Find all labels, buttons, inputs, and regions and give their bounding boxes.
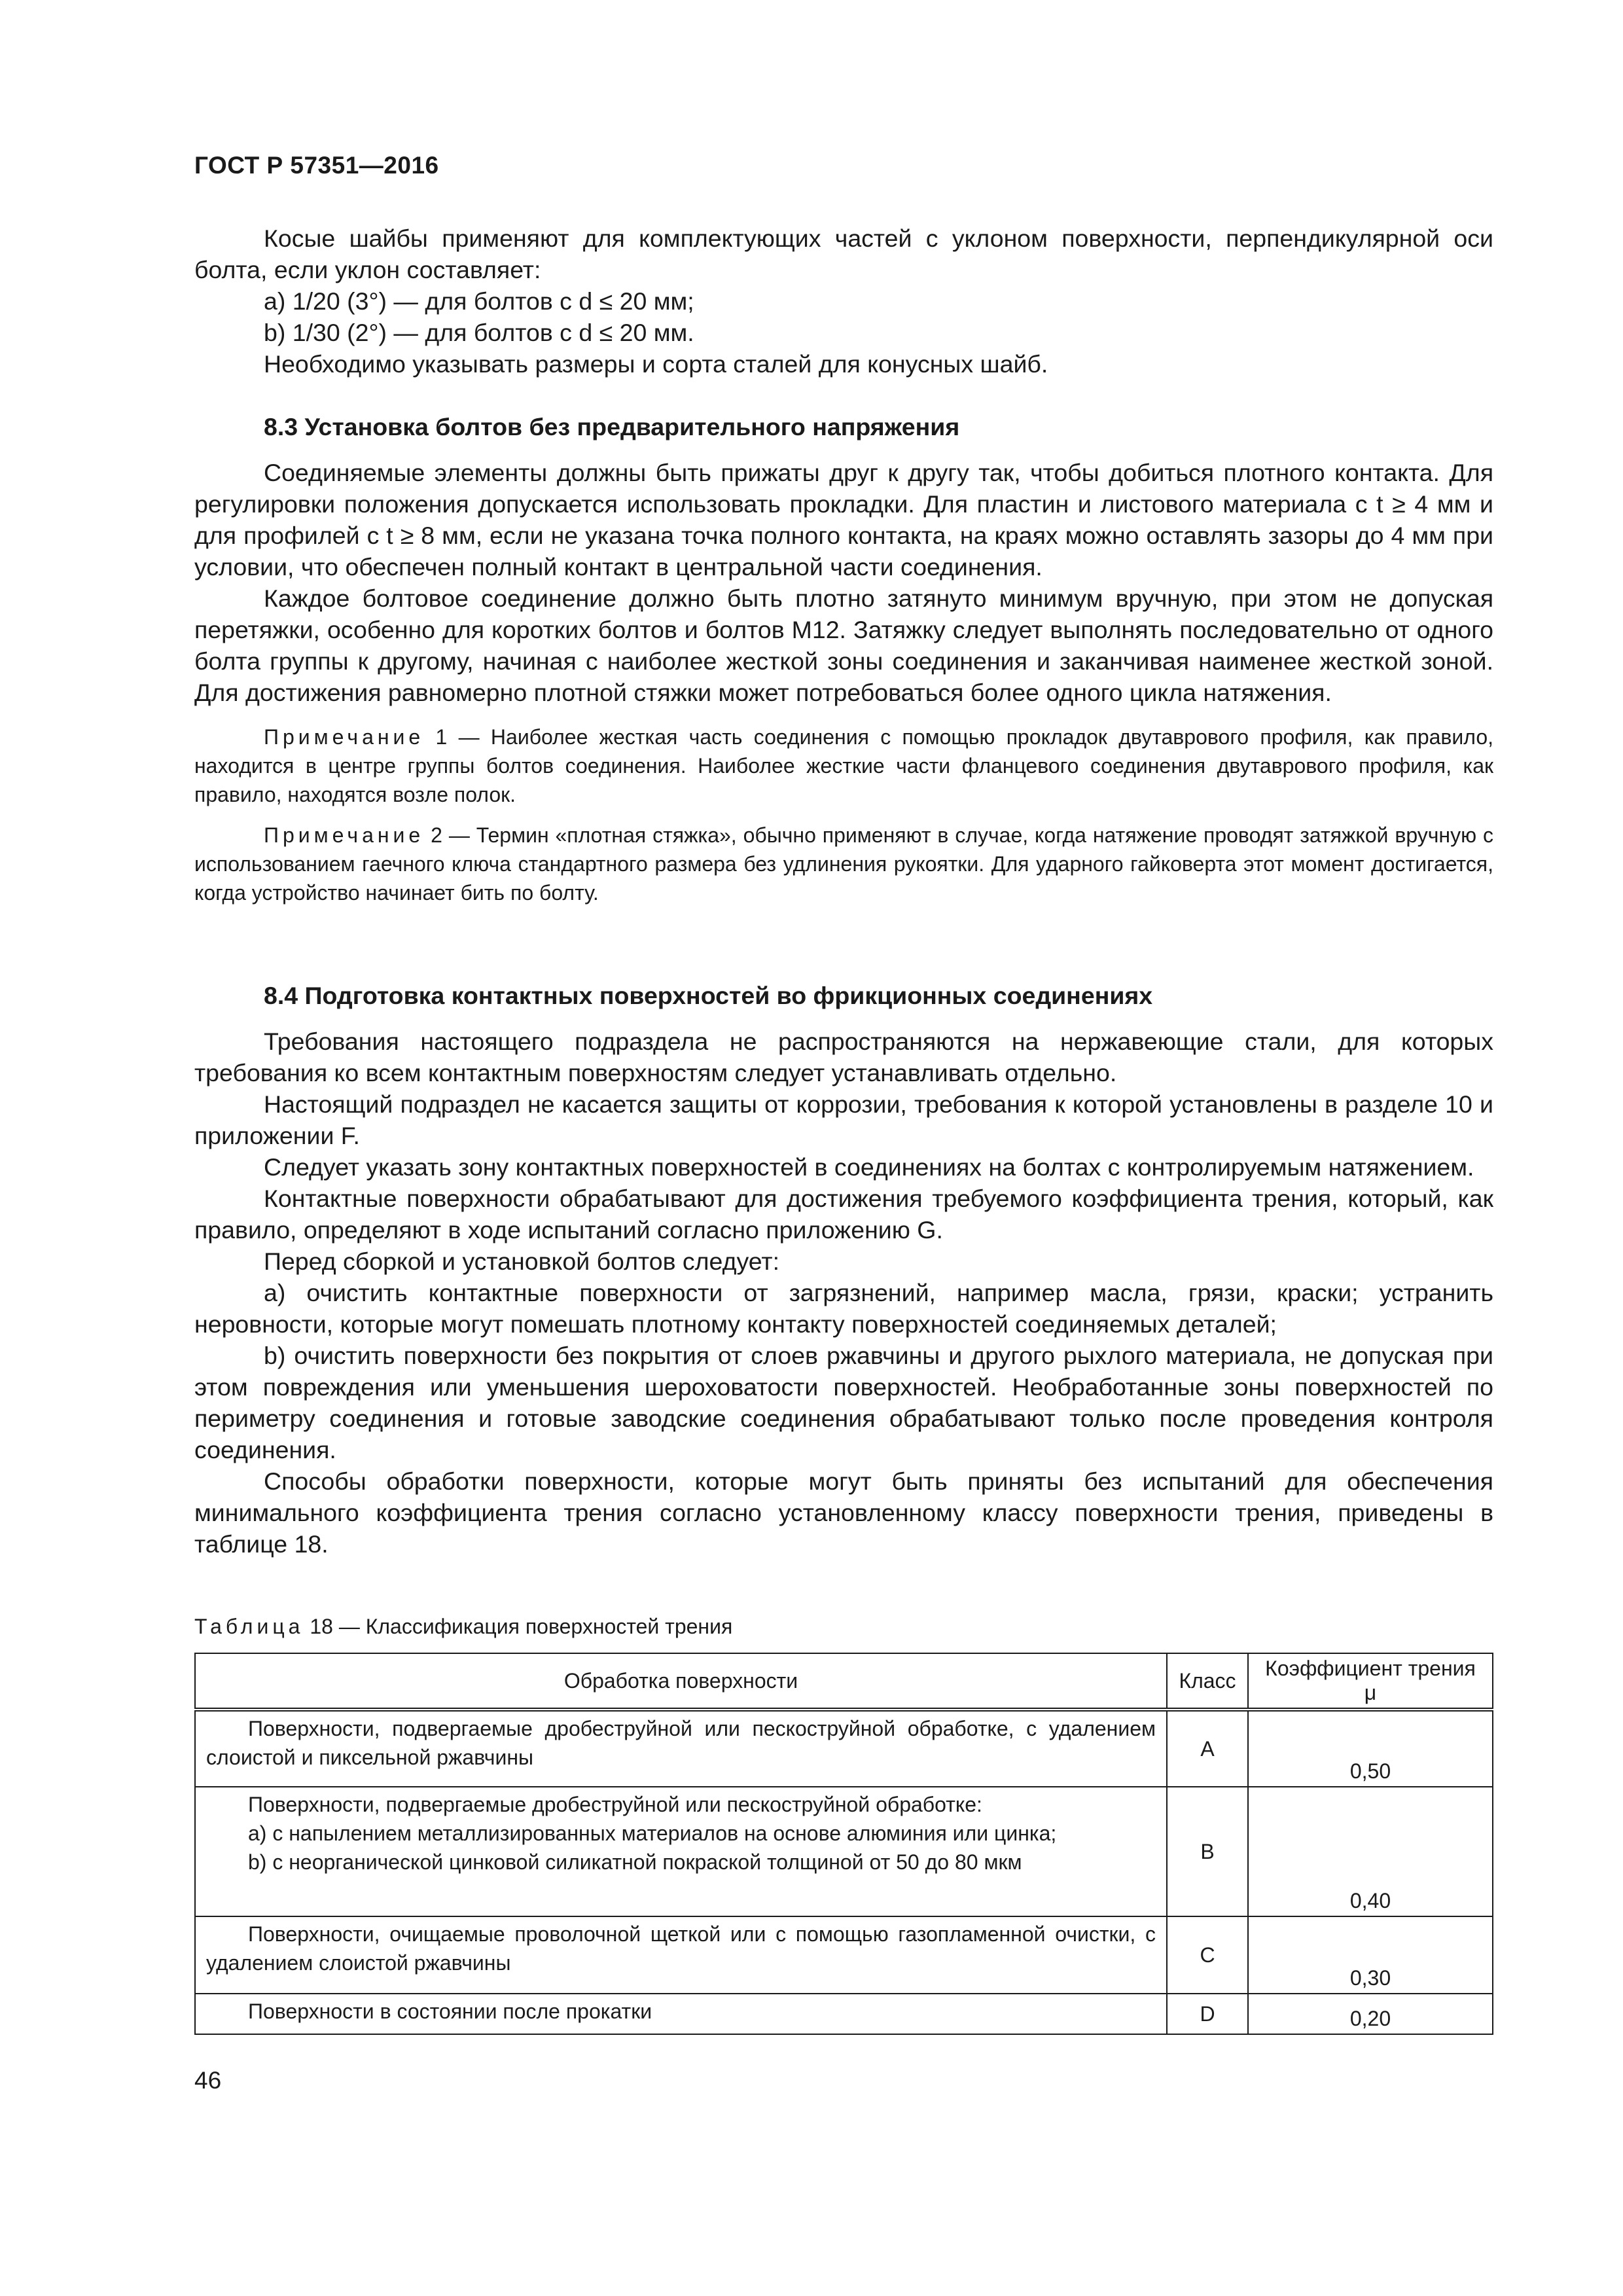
table-header-row (195, 1653, 1493, 1710)
paragraph: Способы обработки поверхности, которые могут быть приняты без испытаний для обеспечения минимального коэффициента трения согласно установленному классу поверхности трения, приведены в таблице 18. (194, 1467, 1493, 1558)
column-header-class: Класс (1167, 1653, 1248, 1710)
treatment-cell (195, 1787, 1167, 1916)
paragraph: Настоящий подраздел не касается защиты от коррозии, требования к которой установлены в разделе 10 и приложении F. (194, 1090, 1493, 1149)
list-item: a) очистить контактные поверхности от загрязнений, например масла, грязи, краски; устранить неровности, которые могут помешать плотному контакту поверхностей соединяемых деталей; (194, 1279, 1493, 1338)
cell-text: b) с неорганической цинковой силикатной покраской толщиной от 50 до 80 мкм (248, 1850, 1022, 1874)
table-row (195, 1916, 1493, 1994)
paragraph: Необходимо указывать размеры и сорта сталей для конусных шайб. (264, 350, 1048, 378)
paragraph: Перед сборкой и установкой болтов следует: (264, 1247, 779, 1275)
treatment-cell (195, 1994, 1167, 2034)
note-text: 2 — Термин «плотная стяжка», обычно применяют в случае, когда натяжение проводят затяжкой вручную с использованием гаечного ключа стандартного размера без удлинения рукоятки. Для ударного гайковерта этот момент достигается, когда устройство начинает бить по болту. (194, 823, 1493, 905)
list-item: b) очистить поверхности без покрытия от слоев ржавчины и другого рыхлого материала, не допуская при этом повреждения или уменьшения шероховатости поверхностей. Необработанные зоны поверхностей по периметру соединения и готовые заводские соединения обрабатывают только после проведения контроля соединения. (194, 1342, 1493, 1463)
friction-cell: 0,50 (1248, 1710, 1493, 1787)
paragraph: Косые шайбы применяют для комплектующих частей с уклоном поверхности, перпендикулярной оси болта, если уклон составляет: (194, 224, 1493, 283)
section-title: 8.4 Подготовка контактных поверхностей во фрикционных соединениях (264, 982, 1153, 1009)
cell-text: a) с напылением металлизированных материалов на основе алюминия или цинка; (248, 1821, 1057, 1845)
table-row (195, 1710, 1493, 1787)
paragraph: Следует указать зону контактных поверхностей в соединениях на болтах с контролируемым натяжением. (264, 1153, 1474, 1181)
treatment-cell (195, 1916, 1167, 1994)
column-header-friction: Коэффициент трения μ (1248, 1653, 1493, 1710)
cell-text: Поверхности, подвергаемые дробеструйной или пескоструйной обработке, с удалением слоистой и пиксельной ржавчины (206, 1717, 1156, 1769)
paragraph: Соединяемые элементы должны быть прижаты друг к другу так, чтобы добиться плотного контакта. Для регулировки положения допускается использовать прокладки. Для пластин и листового материала с t ≥ 4 мм и для профилей с t ≥ 8 мм, если не указана точка полного контакта, на краях можно оставлять зазоры до 4 мм при условии, что обеспечен полный контакт в центральной части соединения. (194, 459, 1493, 581)
note-text: 1 — Наиболее жесткая часть соединения с помощью прокладок двутаврового профиля, как правило, находится в центре группы болтов соединения. Наиболее жесткие части фланцевого соединения двутаврового профиля, как правило, находятся возле полок. (194, 725, 1493, 806)
section-title: 8.3 Установка болтов без предварительного напряжения (264, 413, 960, 440)
class-cell: D (1167, 1994, 1248, 2034)
class-cell: C (1167, 1916, 1248, 1994)
note-1 (194, 723, 1493, 809)
note-label: Примечание (264, 725, 425, 749)
paragraph: Контактные поверхности обрабатывают для достижения требуемого коэффициента трения, который, как правило, определяют в ходе испытаний согласно приложению G. (194, 1185, 1493, 1244)
cell-text: Поверхности в состоянии после прокатки (248, 2000, 652, 2023)
section-8-4 (194, 980, 1493, 1560)
page-number: 46 (194, 2067, 222, 2094)
section-8-3 (194, 411, 1493, 907)
list-item: a) 1/20 (3°) — для болтов с d ≤ 20 мм; (264, 287, 694, 315)
paragraph: Требования настоящего подраздела не распространяются на нержавеющие стали, для которых требования ко всем контактным поверхностям следует устанавливать отдельно. (194, 1028, 1493, 1086)
friction-class-table (194, 1653, 1493, 2035)
paragraph: Каждое болтовое соединение должно быть плотно затянуто минимум вручную, при этом не допуская перетяжки, особенно для коротких болтов и болтов М12. Затяжку следует выполнять последовательно от одного болта группы к другому, начиная с наиболее жесткой зоны соединения и заканчивая наименее жесткой зоной. Для достижения равномерно плотной стяжки может потребоваться более одного цикла натяжения. (194, 584, 1493, 706)
list-item: b) 1/30 (2°) — для болтов с d ≤ 20 мм. (264, 319, 694, 346)
treatment-cell (195, 1710, 1167, 1787)
column-header-treatment: Обработка поверхности (195, 1653, 1167, 1710)
friction-cell: 0,30 (1248, 1916, 1493, 1994)
table-row (195, 1994, 1493, 2034)
intro-block (194, 223, 1493, 380)
friction-cell: 0,40 (1248, 1787, 1493, 1916)
class-cell: B (1167, 1787, 1248, 1916)
table-row (195, 1787, 1493, 1916)
table-18-block (194, 1612, 1493, 2035)
note-label: Примечание (264, 823, 425, 847)
class-cell: A (1167, 1710, 1248, 1787)
cell-text: Поверхности, подвергаемые дробеструйной или пескоструйной обработке: (248, 1793, 982, 1816)
friction-cell: 0,20 (1248, 1994, 1493, 2034)
document-code-header: ГОСТ Р 57351—2016 (194, 152, 439, 179)
table-caption-label: Таблица (194, 1615, 304, 1638)
note-2 (194, 821, 1493, 907)
cell-text: Поверхности, очищаемые проволочной щеткой или с помощью газопламенной очистки, с удалением слоистой ржавчины (206, 1922, 1156, 1975)
table-caption-text: 18 — Классификация поверхностей трения (304, 1615, 733, 1638)
table-caption (194, 1612, 1493, 1641)
